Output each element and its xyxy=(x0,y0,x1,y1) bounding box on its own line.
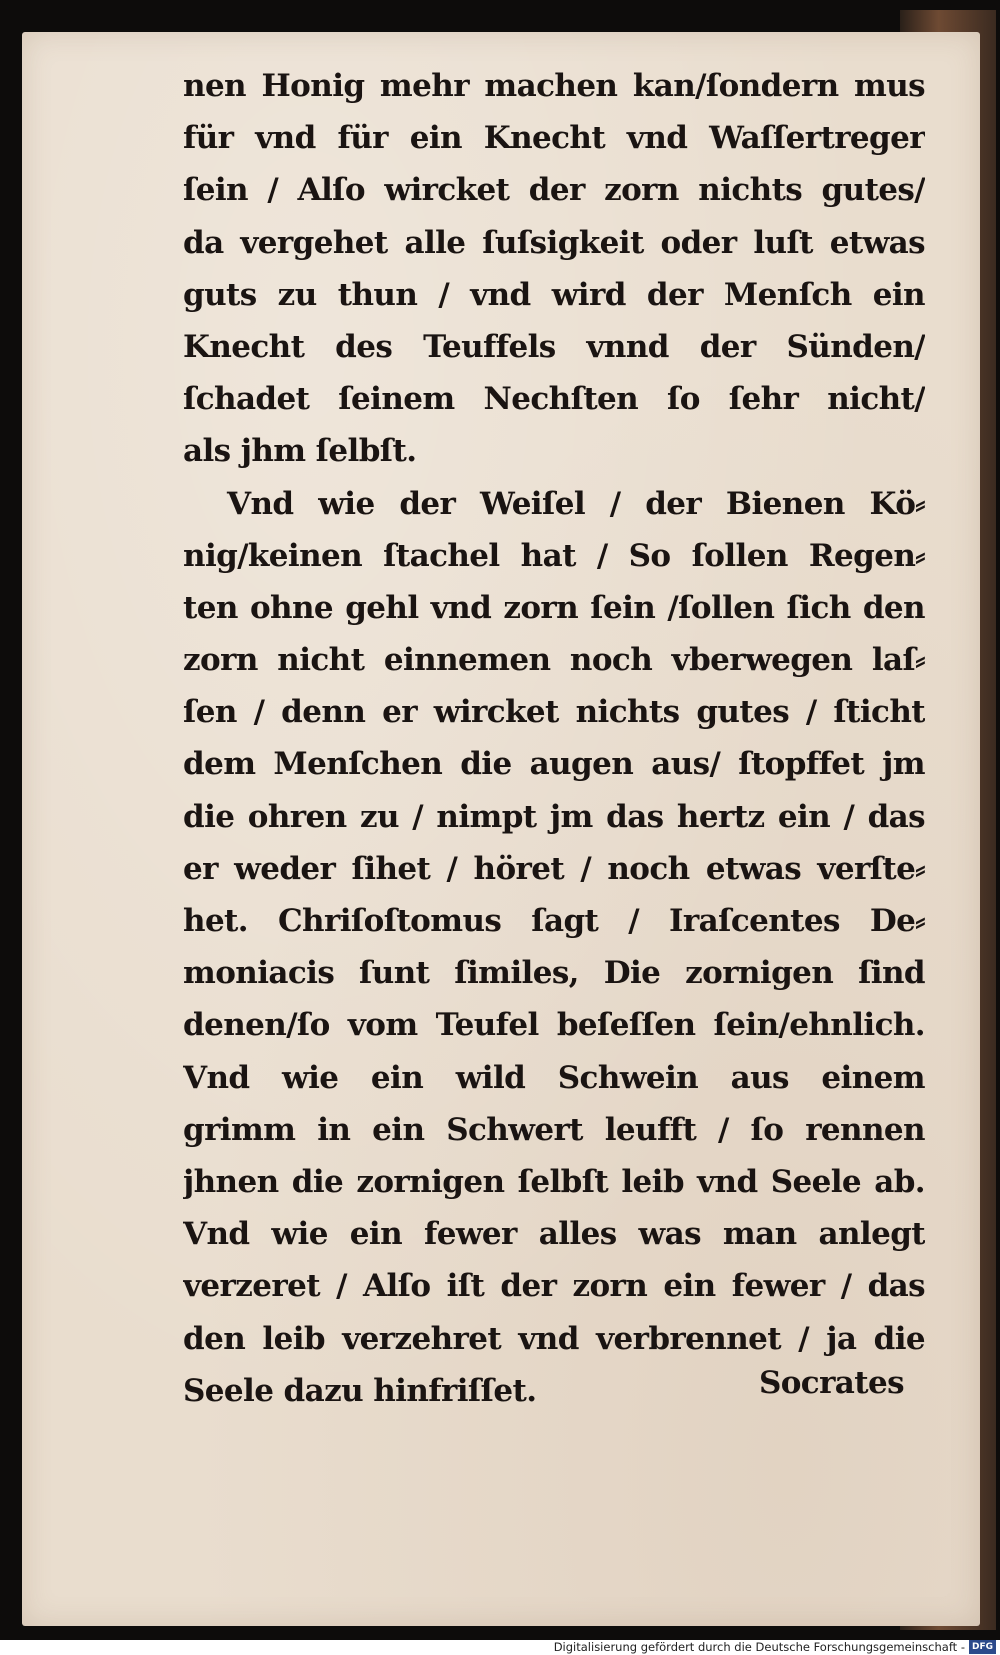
text-line: denen/ſo vom Teufel beſeſſen ſein/ehnlich. xyxy=(183,1007,925,1044)
text-line: ſen / denn er wircket nichts gutes / ſticht xyxy=(183,694,925,731)
text-line: für vnd für ein Knecht vnd Waſſertreger xyxy=(183,120,925,157)
text-line: jhnen die zornigen ſelbſt leib vnd Seele ab. xyxy=(183,1163,925,1200)
text-line: den leib verzehret vnd verbrennet / ja die xyxy=(183,1320,925,1357)
text-line: ſein / Alſo wircket der zorn nichts gutes/ xyxy=(183,172,925,209)
page-text xyxy=(183,60,925,1417)
text-line: die ohren zu / nimpt jm das hertz ein / das xyxy=(183,798,925,835)
text-line: Vnd wie der Weiſel / der Bienen Kö⸗ xyxy=(227,485,925,522)
text-line: ten ohne gehl vnd zorn ſein /ſollen ſich den xyxy=(183,589,925,626)
text-line: nig/keinen ſtachel hat / So ſollen Regen⸗ xyxy=(183,537,925,574)
text-line: als jhm ſelbſt. xyxy=(183,433,417,470)
digitization-footer xyxy=(554,1639,996,1655)
text-line: Vnd wie ein fewer alles was man anlegt xyxy=(183,1216,925,1253)
text-line: nen Honig mehr machen kan/ſondern mus xyxy=(183,68,925,104)
text-line: het. Chriſoſtomus ſagt / Iraſcentes De⸗ xyxy=(183,903,925,939)
text-line: moniacis ſunt ſimiles, Die zornigen ſind xyxy=(183,955,925,992)
footer-credit: Digitalisierung gefördert durch die Deutsche Forschungsgemeinschaft - xyxy=(553,1640,965,1654)
dfg-logo: DFG xyxy=(969,1640,996,1654)
text-line: guts zu thun / vnd wird der Menſch ein xyxy=(183,276,925,313)
text-line: dem Menſchen die augen aus/ ſtopffet jm xyxy=(183,746,925,783)
text-line: er weder ſihet / höret / noch etwas verſte⸗ xyxy=(183,850,925,887)
text-line: ſchadet ſeinem Nechſten ſo ſehr nicht/ xyxy=(183,381,925,418)
text-line: verzeret / Alſo iſt der zorn ein fewer / das xyxy=(183,1268,925,1305)
text-line: Seele dazu hinfriſſet. xyxy=(183,1372,537,1409)
text-line: Vnd wie ein wild Schwein aus einem xyxy=(183,1059,925,1096)
text-line: da vergehet alle ſuſsigkeit oder luſt etwas xyxy=(183,224,925,261)
text-line: zorn nicht einnemen noch vberwegen laſ⸗ xyxy=(183,642,925,679)
catchword: Socrates xyxy=(758,1365,904,1401)
text-line: grimm in ein Schwert leufft / ſo rennen xyxy=(183,1111,925,1148)
text-line: Knecht des Teuffels vnnd der Sünden/ xyxy=(183,328,925,365)
